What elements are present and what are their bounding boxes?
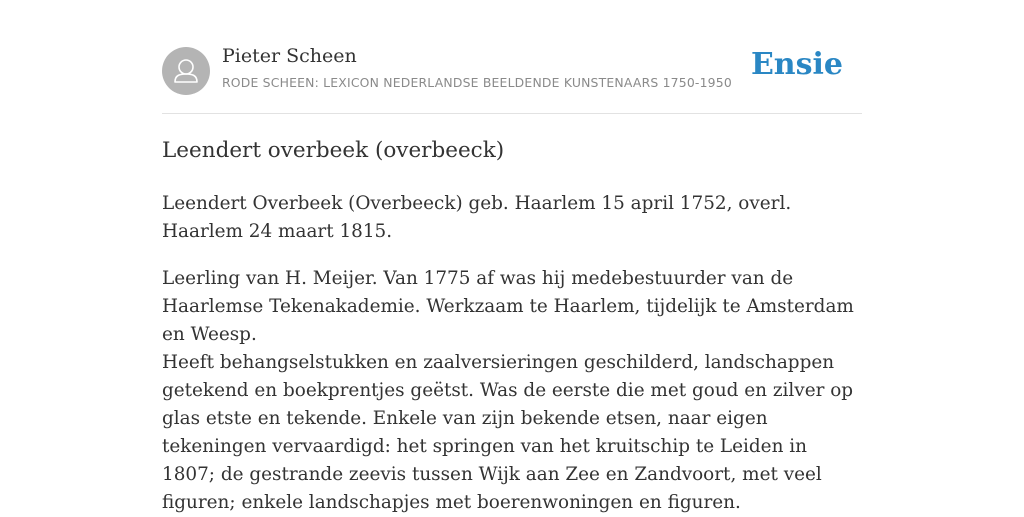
article-paragraph: Heeft behangselstukken en zaalversieringen geschilderd, landschappen getekend en boekprentjes geëtst. Was de eerste die met goud en zilver op glas etste en tekende. Enkele van zijn bekende etsen, naar eigen tekeningen vervaardigd: het springen van het kruitschip te Leiden in 1807; de gestrande zeevis tussen Wijk aan Zee en Zandvoort, met veel figuren; enkele landschapjes met boerenwoningen en figuren.: [162, 352, 854, 513]
brand-logo[interactable]: Ensie: [750, 47, 843, 82]
article-header: [162, 0, 862, 114]
article-title: Leendert overbeek (overbeeck): [162, 138, 505, 163]
page-container: [162, 0, 862, 513]
source-label: RODE SCHEEN: LEXICON NEDERLANDSE BEELDENDE KUNSTENAARS 1750-1950: [222, 75, 732, 90]
article-paragraph: Leerling van H. Meijer. Van 1775 af was hij medebestuurder van de Haarlemse Tekenakademie. Werkzaam te Haarlem, tijdelijk te Amsterdam en Weesp.: [162, 268, 854, 345]
author-name[interactable]: Pieter Scheen: [222, 45, 357, 67]
user-icon: [162, 47, 210, 95]
avatar[interactable]: [162, 47, 210, 95]
article-paragraph: Leendert Overbeek (Overbeeck) geb. Haarlem 15 april 1752, overl. Haarlem 24 maart 1815.: [162, 193, 792, 242]
